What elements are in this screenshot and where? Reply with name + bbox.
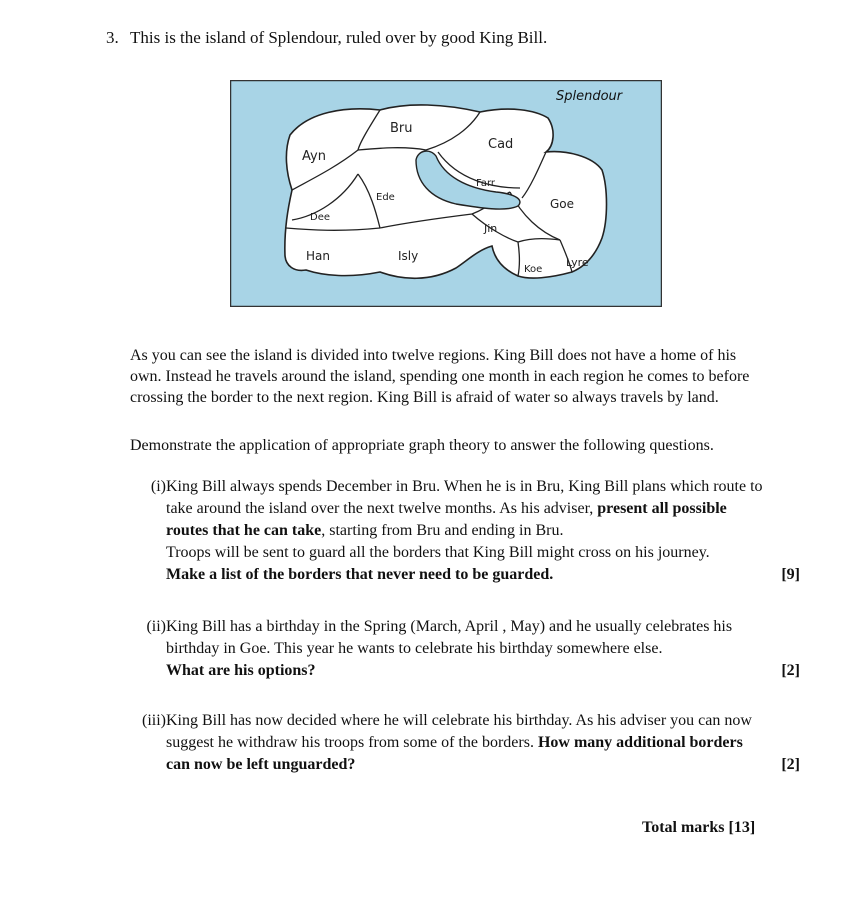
region-label-han: Han [306,249,330,263]
part-i-line2: , starting from Bru and ending in Bru. [321,522,564,539]
part-ii-marks: [2] [781,662,800,679]
region-label-cad: Cad [488,137,514,152]
region-label-jin: Jin [484,222,498,235]
island-map [230,80,662,307]
part-ii [130,616,800,686]
instruction-paragraph: Demonstrate the application of appropriate graph theory to answer the following questions. [130,437,714,454]
part-iii [130,710,800,780]
region-label-dee: Dee [310,212,331,223]
part-ii-label: (ii) [146,618,166,635]
part-i-bold2: Make a list of the borders that never need to be guarded. [166,566,554,583]
region-label-ede: Ede [376,192,395,203]
part-ii-line1: King Bill has a birthday in the Spring (March, April , May) and he usually celebrates his birthday in Goe. This year he wants to celebrate his birthday somewhere else. [166,618,733,657]
part-iii-line1: King Bill has now decided where he will celebrate his birthday. As his adviser you can now suggest he withdraw his troops from some of the borders. [166,712,752,751]
part-i-text [166,476,766,586]
part-i-line3: Troops will be sent to guard all the borders that King Bill might cross on his journey. [166,544,710,561]
region-label-bru: Bru [390,121,413,136]
map-title: Splendour [556,89,623,104]
question-number: 3. [106,28,119,47]
question-title-text: This is the island of Splendour, ruled over by good King Bill. [130,28,548,47]
part-iii-bold1: How many additional borders can now be left unguarded? [166,734,743,773]
part-i-label: (i) [150,478,166,495]
part-iii-marks: [2] [781,756,800,773]
region-label-isly: Isly [398,249,419,263]
region-label-farr: Farr [476,178,496,189]
part-i-line1: King Bill always spends December in Bru. When he is in Bru, King Bill plans which route to take around the island over the next twelve months. As his adviser, [166,478,763,517]
part-iii-text [166,710,766,776]
part-ii-bold1: What are his options? [166,662,316,679]
region-label-lyre: Lyre [566,256,589,269]
part-iii-label: (iii) [142,712,166,729]
intro-paragraph: As you can see the island is divided into twelve regions. King Bill does not have a home of his own. Instead he travels around the island, spending one month in each region he comes to before crossing the border to the next region. King Bill is afraid of water so always travels by land. [130,347,750,406]
part-i [130,476,800,586]
region-label-koe: Koe [524,264,543,275]
question-title [106,28,547,48]
part-i-bold1: present all possible routes that he can take [166,500,727,539]
part-ii-text [166,616,766,682]
total-marks: Total marks [13] [642,819,756,836]
region-label-goe: Goe [550,197,575,211]
region-label-ayn: Ayn [302,149,326,164]
part-i-marks: [9] [781,566,800,583]
